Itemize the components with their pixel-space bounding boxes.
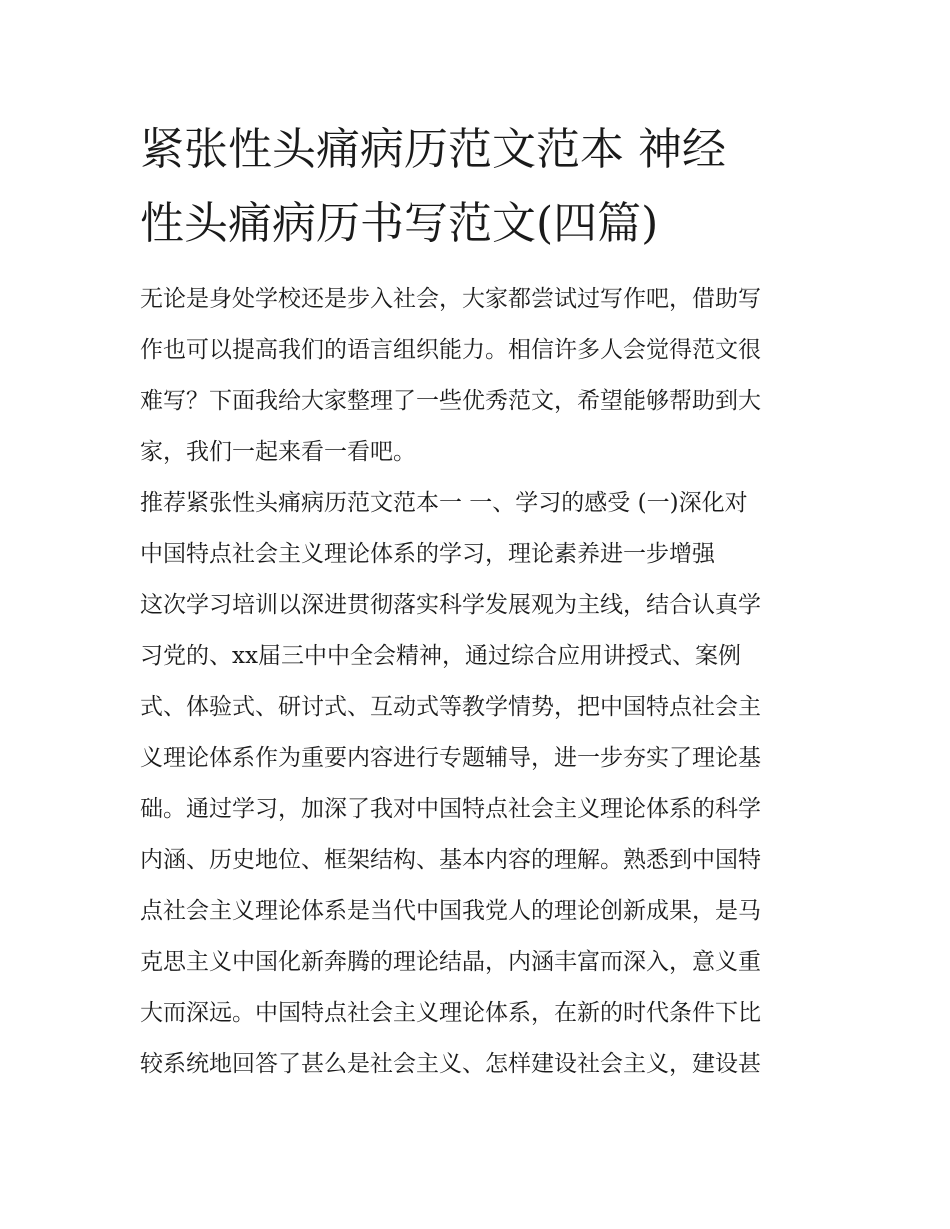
- title-line: 性头痛病历书写范文(四篇): [140, 198, 659, 249]
- text-line: 难写？下面我给大家整理了一些优秀范文，希望能够帮助到大: [140, 388, 761, 414]
- text-line: 大而深远。中国特点社会主义理论体系，在新的时代条件下比: [140, 1000, 761, 1026]
- intro-paragraph: [140, 274, 830, 478]
- text-line: 克思主义中国化新奔腾的理论结晶，内涵丰富而深入，意义重: [140, 949, 761, 975]
- text-line: 无论是身处学校还是步入社会，大家都尝试过写作吧，借助写: [140, 286, 761, 312]
- text-line: 推荐紧张性头痛病历范文范本一 一、学习的感受 (一)深化对: [140, 490, 748, 516]
- text-line: 点社会主义理论体系是当代中国我党人的理论创新成果，是马: [140, 898, 761, 924]
- text-line: 中国特点社会主义理论体系的学习，理论素养进一步增强: [140, 541, 715, 567]
- text-line: 这次学习培训以深进贯彻落实科学发展观为主线，结合认真学: [140, 592, 761, 618]
- text-line: 家，我们一起来看一看吧。: [140, 439, 416, 465]
- text-line: 式、体验式、研讨式、互动式等教学情势，把中国特点社会主: [140, 694, 761, 720]
- text-line: 作也可以提高我们的语言组织能力。相信许多人会觉得范文很: [140, 337, 761, 363]
- section-heading-paragraph: [140, 478, 830, 580]
- body-paragraph: [140, 580, 830, 1090]
- text-line: 义理论体系作为重要内容进行专题辅导，进一步夯实了理论基: [140, 745, 761, 771]
- text-line: 础。通过学习，加深了我对中国特点社会主义理论体系的科学: [140, 796, 761, 822]
- text-line: 习党的、xx届三中中全会精神，通过综合应用讲授式、案例: [140, 643, 741, 669]
- title-line: 紧张性头痛病历范文范本 神经: [140, 124, 726, 175]
- text-line: 较系统地回答了甚么是社会主义、怎样建设社会主义，建设甚: [140, 1051, 761, 1077]
- document-title: [140, 113, 820, 261]
- text-line: 内涵、历史地位、框架结构、基本内容的理解。熟悉到中国特: [140, 847, 761, 873]
